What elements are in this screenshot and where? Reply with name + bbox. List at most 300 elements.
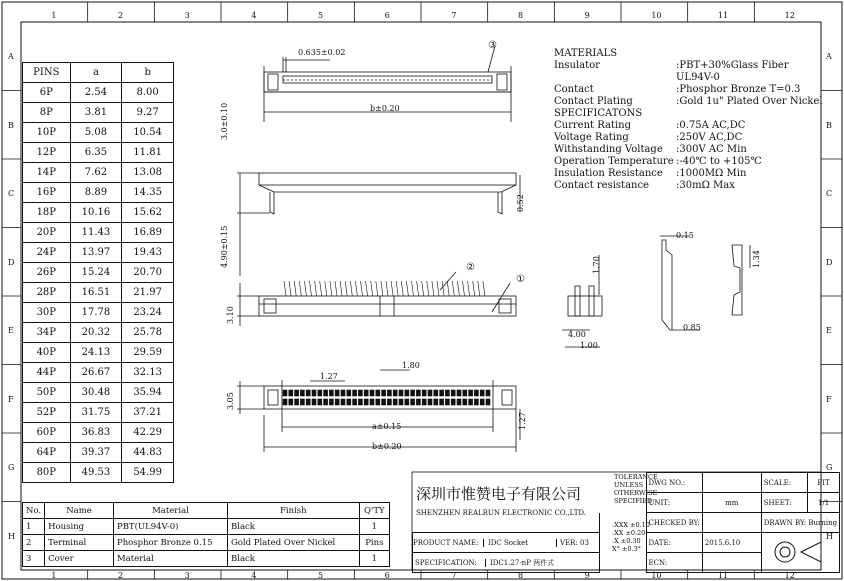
bottom-pin [300, 399, 304, 405]
grid-row-label: F [826, 394, 832, 404]
pins-row [23, 123, 174, 143]
bottom-pin [387, 399, 391, 405]
bottom-pin [405, 399, 409, 405]
pins-cell: 40P [23, 343, 71, 363]
dim-pitch: 0.635±0.02 [298, 48, 346, 57]
pins-row [23, 283, 174, 303]
grid-col-label: 4 [251, 11, 257, 20]
parts-header: No. [23, 503, 45, 519]
tolerance-value: .XXX ±0.10 [612, 521, 650, 529]
pins-cell: 30P [23, 303, 71, 323]
drawn-by-label: DRAWN BY: [763, 518, 807, 527]
front-pin [371, 281, 373, 296]
front-pin [310, 281, 312, 296]
parts-cell: PBT(UL94V-0) [113, 519, 227, 535]
bottom-pin [283, 390, 287, 396]
company-name-en: SHENZHEN REALRUN ELECTRONIC CO.,LTD. [416, 509, 587, 517]
spec-value: :250V AC,DC [676, 132, 743, 143]
pins-row [23, 323, 174, 343]
bottom-pin [405, 390, 409, 396]
projection-symbol-icon [773, 538, 827, 566]
pins-cell: 5.08 [70, 123, 122, 143]
grid-row-label: H [826, 531, 833, 541]
material-value: :PBT+30%Glass Fiber [676, 60, 789, 71]
bottom-pin [353, 390, 357, 396]
bottom-pin [295, 399, 299, 405]
pins-cell: 6P [23, 83, 71, 103]
pins-cell: 8.00 [122, 83, 174, 103]
bottom-pin [364, 399, 368, 405]
spec-label: Operation Temperature [554, 156, 674, 167]
pins-cell: 49.53 [70, 463, 122, 483]
pins-row [23, 143, 174, 163]
parts-cell: 1 [359, 519, 389, 535]
bottom-pin [347, 399, 351, 405]
grid-row-label: D [8, 257, 15, 267]
dim-134: 1.34 [752, 250, 761, 268]
pins-cell: 26P [23, 263, 71, 283]
front-pin [340, 281, 342, 296]
sheet-value: 1/1 [817, 498, 830, 507]
pins-cell: 42.29 [122, 423, 174, 443]
drawn-by-value: Burning [808, 518, 838, 527]
parts-header: Finish [227, 503, 359, 519]
pins-cell: 26.67 [70, 363, 122, 383]
grid-col-label: 11 [718, 11, 729, 20]
spec-label: Insulation Resistance [554, 168, 663, 179]
bottom-pin [324, 399, 328, 405]
front-pin [483, 281, 485, 296]
bottom-pin [341, 390, 345, 396]
ecn-label: ECN: [648, 558, 668, 567]
grid-col-label: 3 [184, 571, 190, 580]
parts-cell: Phosphor Bronze 0.15 [113, 535, 227, 551]
front-pin [335, 281, 337, 296]
pins-cell: 11.81 [122, 143, 174, 163]
front-pin [396, 281, 398, 296]
front-pin [355, 281, 357, 296]
tolerance-note: TOLERANCE [614, 473, 658, 481]
parts-cell: Material [113, 551, 227, 567]
grid-row-label: G [8, 463, 15, 473]
pins-header-1: a [70, 63, 122, 83]
pins-cell: 10.54 [122, 123, 174, 143]
parts-header: Material [113, 503, 227, 519]
parts-cell: 3 [23, 551, 45, 567]
bottom-pin [393, 390, 397, 396]
front-pin [401, 281, 403, 296]
bottom-pin [364, 390, 368, 396]
product-value: IDC Socket [483, 539, 556, 547]
bottom-pin [283, 399, 287, 405]
bottom-pin [324, 390, 328, 396]
pins-cell: 21.97 [122, 283, 174, 303]
scale-label: SCALE: [763, 478, 792, 487]
pins-cell: 16.89 [122, 223, 174, 243]
bottom-pin [306, 399, 310, 405]
grid-col-label: 12 [784, 11, 795, 20]
grid-row-label: D [826, 257, 833, 267]
dim-127-vertical: 1.27 [518, 412, 527, 430]
front-pin [350, 281, 352, 296]
spec-value: :0.75A AC,DC [676, 120, 746, 131]
grid-col-label: 6 [384, 11, 390, 20]
pins-cell: 64P [23, 443, 71, 463]
bottom-view [237, 370, 520, 452]
pins-cell: 37.21 [122, 403, 174, 423]
material-label: Contact Plating [554, 96, 633, 107]
parts-header: Name [45, 503, 114, 519]
bottom-pin [335, 390, 339, 396]
company-name-cn: 深圳市惟赞电子有限公司 [416, 485, 582, 503]
pins-row [23, 363, 174, 383]
bottom-pin [347, 390, 351, 396]
pins-cell: 13.97 [70, 243, 122, 263]
contact-detail [562, 236, 750, 347]
spec-value: :1000MΩ Min [676, 168, 747, 179]
pins-row [23, 223, 174, 243]
grid-col-label: 10 [651, 11, 662, 20]
front-pin [299, 281, 301, 296]
pins-cell: 60P [23, 423, 71, 443]
pins-cell: 54.99 [122, 463, 174, 483]
bottom-pin [434, 390, 438, 396]
spec-label: Voltage Rating [554, 132, 629, 143]
grid-col-label: 5 [318, 571, 324, 580]
pins-cell: 12P [23, 143, 71, 163]
bottom-pin [318, 399, 322, 405]
pins-cell: 32.13 [122, 363, 174, 383]
dim-a: a±0.15 [372, 422, 402, 431]
dim-h1: 3.0±0.10 [220, 102, 229, 140]
grid-col-label: 1 [51, 571, 57, 580]
front-pin [452, 281, 454, 296]
parts-cell: Pins [359, 535, 389, 551]
grid-row-label: B [826, 120, 832, 130]
bottom-pin [463, 390, 467, 396]
bottom-pin [440, 399, 444, 405]
bottom-pin [300, 390, 304, 396]
front-pin [366, 281, 368, 296]
pins-cell: 13.08 [122, 163, 174, 183]
material-value: :Gold 1u" Plated Over Nickel [676, 96, 823, 107]
pins-cell: 7.62 [70, 163, 122, 183]
bottom-pin [416, 390, 420, 396]
front-pin [315, 281, 317, 296]
front-pin [386, 281, 388, 296]
pins-cell: 80P [23, 463, 71, 483]
pins-cell: 20.32 [70, 323, 122, 343]
dim-127: 1.27 [320, 372, 338, 381]
dim-100: 1.00 [580, 341, 598, 350]
tolerance-note: OTHERWISE [614, 489, 658, 497]
pins-row [23, 263, 174, 283]
pins-row [23, 383, 174, 403]
grid-col-label: 10 [651, 571, 662, 580]
parts-cell: Terminal [45, 535, 114, 551]
front-pin [417, 281, 419, 296]
bottom-pin [370, 390, 374, 396]
bottom-pin [486, 390, 490, 396]
grid-row-label: C [8, 189, 15, 199]
parts-cell: Black [227, 519, 359, 535]
parts-cell: 2 [23, 535, 45, 551]
grid-col-label: 9 [584, 571, 590, 580]
front-pin [304, 281, 306, 296]
front-pin [406, 281, 408, 296]
parts-row [23, 551, 390, 567]
pins-cell: 6.35 [70, 143, 122, 163]
pins-cell: 16P [23, 183, 71, 203]
material-label: Insulator [554, 60, 600, 71]
pins-row [23, 203, 174, 223]
bottom-pin [428, 399, 432, 405]
grid-col-label: 6 [384, 571, 390, 580]
pins-cell: 10P [23, 123, 71, 143]
specs-title: SPECIFICATONS [554, 108, 643, 119]
pins-cell: 18P [23, 203, 71, 223]
pins-cell: 8P [23, 103, 71, 123]
pins-cell: 20.70 [122, 263, 174, 283]
pins-cell: 15.62 [122, 203, 174, 223]
bottom-pin [463, 399, 467, 405]
grid-row-label: C [826, 189, 833, 199]
bottom-pin [422, 390, 426, 396]
bottom-pin [411, 399, 415, 405]
bottom-pin [469, 399, 473, 405]
tolerance-value: .XX ±0.20 [612, 529, 646, 537]
front-pin [432, 281, 434, 296]
dim-085: 0.85 [683, 323, 701, 332]
bottom-pin [341, 399, 345, 405]
grid-col-label: 2 [118, 571, 124, 580]
parts-row [23, 519, 390, 535]
parts-cell: 1 [359, 551, 389, 567]
parts-cell: Black [227, 551, 359, 567]
bottom-pin [428, 390, 432, 396]
spec-value: :30mΩ Max [676, 180, 735, 191]
material-value: :Phosphor Bronze T=0.3 [676, 84, 801, 95]
dim-b-bottom: b±0.20 [372, 442, 402, 451]
pins-cell: 8.89 [70, 183, 122, 203]
pins-cell: 19.43 [122, 243, 174, 263]
bottom-pin [445, 390, 449, 396]
pins-cell: 28P [23, 283, 71, 303]
dim-b-top: b±0.20 [370, 104, 400, 113]
front-pin [381, 281, 383, 296]
grid-col-label: 8 [518, 571, 524, 580]
front-pin [442, 281, 444, 296]
bottom-pin [474, 399, 478, 405]
pins-cell: 39.37 [70, 443, 122, 463]
parts-cell: Gold Plated Over Nickel [227, 535, 359, 551]
grid-col-label: 11 [718, 571, 729, 580]
tolerance-value: .X ±0.30 [612, 537, 641, 545]
grid-col-label: 1 [51, 11, 57, 20]
spec-label: Contact resistance [554, 180, 649, 191]
pins-cell: 31.75 [70, 403, 122, 423]
pins-cell: 52P [23, 403, 71, 423]
pins-row [23, 183, 174, 203]
tolerance-note: SPECIFIED [614, 497, 653, 505]
grid-row-label: G [826, 463, 833, 473]
pins-cell: 10.16 [70, 203, 122, 223]
pins-cell: 17.78 [70, 303, 122, 323]
bottom-pin [312, 390, 316, 396]
pins-header-2: b [122, 63, 174, 83]
grid-col-label: 7 [451, 571, 457, 580]
bottom-pin [469, 390, 473, 396]
grid-col-label: 3 [184, 11, 190, 20]
front-pin [478, 281, 480, 296]
bottom-pin [474, 390, 478, 396]
pins-cell: 9.27 [122, 103, 174, 123]
pins-row [23, 303, 174, 323]
checked-by-label: CHECKED BY: [648, 518, 700, 527]
ver-label: VER: [556, 539, 578, 547]
pins-cell: 24P [23, 243, 71, 263]
pins-cell: 15.24 [70, 263, 122, 283]
bottom-pin [480, 390, 484, 396]
dim-h3: 3.10 [226, 306, 235, 324]
front-pin [463, 281, 465, 296]
parts-cell: Housing [45, 519, 114, 535]
callout-1: ① [516, 274, 525, 285]
bottom-pin [353, 399, 357, 405]
callout-3: ③ [488, 40, 497, 51]
dim-180: 1.80 [402, 361, 420, 370]
pins-cell: 30.48 [70, 383, 122, 403]
pins-cell: 11.43 [70, 223, 122, 243]
parts-cell: 1 [23, 519, 45, 535]
pins-cell: 25.78 [122, 323, 174, 343]
date-value: 2015.6.10 [704, 538, 741, 547]
dim-052: 0.52 [516, 194, 525, 212]
material-label: Contact [554, 84, 594, 95]
spec-value: :-40℃ to +105℃ [676, 156, 762, 167]
grid-row-label: A [8, 52, 14, 62]
pins-row [23, 443, 174, 463]
bottom-pin [306, 390, 310, 396]
spec-value: :300V AC Min [676, 144, 747, 155]
pins-cell: 2.54 [70, 83, 122, 103]
side-view [237, 173, 520, 276]
pins-cell: 14P [23, 163, 71, 183]
bottom-pin [318, 390, 322, 396]
parts-row [23, 535, 390, 551]
front-pin [412, 281, 414, 296]
bottom-pin [416, 399, 420, 405]
pins-row [23, 243, 174, 263]
bottom-pin [434, 399, 438, 405]
grid-col-label: 2 [118, 11, 124, 20]
front-pin [361, 281, 363, 296]
dim-015: 0.15 [676, 231, 694, 240]
dim-h2: 4.90±0.15 [220, 225, 229, 268]
bottom-pin [399, 390, 403, 396]
pins-cell: 16.51 [70, 283, 122, 303]
front-pin [473, 281, 475, 296]
bottom-pin [451, 390, 455, 396]
front-pin [330, 281, 332, 296]
pins-row [23, 343, 174, 363]
unit-label: UNIT: [648, 498, 671, 507]
bottom-pin [382, 399, 386, 405]
pins-cell: 36.83 [70, 423, 122, 443]
pins-cell: 34P [23, 323, 71, 343]
date-label: DATE: [648, 538, 671, 547]
grid-col-label: 5 [318, 11, 324, 20]
parts-cell: Cover [45, 551, 114, 567]
pins-row [23, 163, 174, 183]
front-pin [391, 281, 393, 296]
bottom-pin [486, 399, 490, 405]
sheet-label: SHEET: [763, 498, 792, 507]
front-view [237, 272, 516, 326]
spec-value: IDC1.27-nP 两件式 [485, 559, 554, 567]
front-pin [376, 281, 378, 296]
front-pin [457, 281, 459, 296]
pins-row [23, 423, 174, 443]
spec-label: Withstanding Voltage [554, 144, 663, 155]
bottom-pin [358, 399, 362, 405]
front-pin [345, 281, 347, 296]
pins-cell: 50P [23, 383, 71, 403]
grid-col-label: 12 [784, 571, 795, 580]
pins-cell: 20P [23, 223, 71, 243]
front-pin [422, 281, 424, 296]
pins-row [23, 403, 174, 423]
unit-value: mm [725, 498, 739, 507]
bottom-pin [480, 399, 484, 405]
dim-h4: 3.05 [226, 392, 235, 410]
bottom-pin [295, 390, 299, 396]
parts-header: Q'TY [359, 503, 389, 519]
grid-col-label: 4 [251, 571, 257, 580]
bottom-pin [289, 399, 293, 405]
bottom-pin [370, 399, 374, 405]
dwg-no-label: DWG NO.: [648, 478, 686, 487]
bottom-pin [358, 390, 362, 396]
pins-row [23, 83, 174, 103]
front-pin [284, 281, 286, 296]
grid-row-label: B [8, 120, 14, 130]
bottom-pin [387, 390, 391, 396]
bottom-pin [457, 390, 461, 396]
bottom-pin [440, 390, 444, 396]
front-pin [289, 281, 291, 296]
bottom-pin [382, 390, 386, 396]
grid-row-label: F [8, 394, 14, 404]
front-pin [320, 281, 322, 296]
bottom-pin [329, 390, 333, 396]
tolerance-note: UNLESS [614, 481, 644, 489]
grid-col-label: 7 [451, 11, 457, 20]
product-label: PRODUCT NAME: [413, 538, 479, 547]
ver-value: 03 [580, 538, 589, 547]
pins-cell: 24.13 [70, 343, 122, 363]
pins-row [23, 103, 174, 123]
pins-header-0: PINS [23, 63, 71, 83]
grid-col-label: 8 [518, 11, 524, 20]
front-pin [427, 281, 429, 296]
spec-label: Current Rating [554, 120, 631, 131]
pins-cell: 3.81 [70, 103, 122, 123]
scale-value: FIT [817, 478, 830, 487]
pins-cell: 29.59 [122, 343, 174, 363]
bottom-pin [289, 390, 293, 396]
dim-170: 1.70 [592, 256, 601, 274]
